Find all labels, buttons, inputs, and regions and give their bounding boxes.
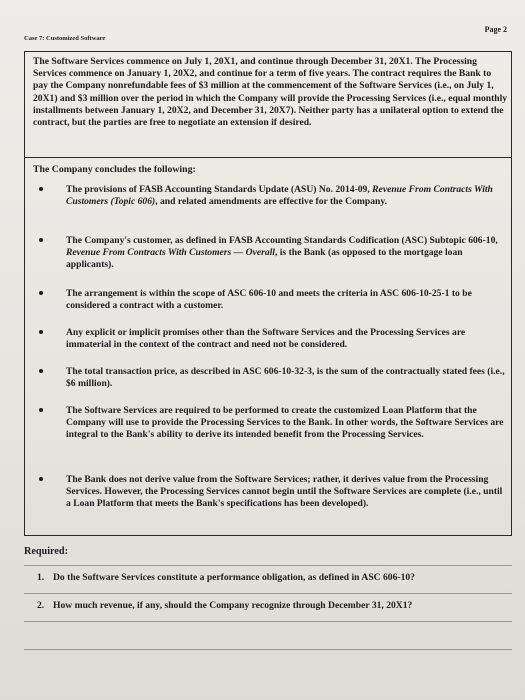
item-italic: Revenue From Contracts With Customers — Overall: [66, 247, 275, 259]
row-divider: [24, 593, 512, 594]
bullet-icon: [39, 238, 43, 242]
intro-paragraph: The Software Services commence on July 1, 20X1, and continue through December 31, 20X1. The Processing Services commence on January 1, 20X2, and continue for a term of five years. The contract requires the Bank to pay the Company nonrefundable fees of $3 million at the commencement of the Software Services (i.e., on July 1, 20X1) and $3 million over the period in which the Company will provide the Processing Services (i.e., equal monthly installments between January 1, 20X2, and December 31, 20X7). Neither party has a unilateral option to extend the contract, but the parties are free to negotiate an extension if desired.: [33, 56, 508, 129]
bullet-icon: [39, 291, 43, 295]
required-heading: Required:: [24, 546, 68, 557]
item-italic: Revenue From Contracts With Customers (Topic 606): [66, 184, 493, 208]
question-number: 2.: [37, 600, 45, 611]
item-text: The provisions of FASB Accounting Standards Update (ASU) No. 2014-09,: [66, 184, 373, 195]
list-item: [66, 366, 506, 390]
item-text: The Bank does not derive value from the Software Services; rather, it derives value from the Processing Services. However, the Processing Services cannot begin until the Software Services are complete (i.e., until a Loan Platform that meets the Bank's specifications has been developed).: [66, 474, 503, 510]
list-item: [66, 474, 506, 511]
bullet-icon: [39, 477, 43, 481]
question-text: Do the Software Services constitute a performance obligation, as defined in ASC 606-10?: [53, 572, 415, 583]
list-item: [66, 327, 506, 351]
list-item: [66, 288, 506, 312]
list-item: [66, 405, 506, 442]
question-text: How much revenue, if any, should the Company recognize through December 31, 20X1?: [53, 600, 413, 611]
bullet-icon: [39, 330, 43, 334]
bullet-icon: [39, 408, 43, 412]
question-number: 1.: [37, 572, 45, 583]
row-divider: [24, 621, 512, 622]
item-text: The total transaction price, as described in ASC 606-10-32-3, is the sum of the contractually stated fees (i.e., $6 million).: [66, 366, 505, 390]
list-item: [66, 184, 506, 208]
item-text: The arrangement is within the scope of ASC 606-10 and meets the criteria in ASC 606-10-25-1 to be considered a contract with a customer.: [66, 288, 472, 312]
bullet-icon: [39, 369, 43, 373]
item-text-post: , is the Bank (as opposed to the mortgage loan applicants).: [66, 247, 463, 271]
list-item: [66, 235, 506, 272]
question-item: [37, 572, 507, 583]
row-divider: [24, 565, 512, 566]
item-text: Any explicit or implicit promises other than the Software Services and the Processing Services are immaterial in the context of the contract and need not be considered.: [66, 327, 466, 351]
page-number: Page 2: [484, 25, 507, 34]
row-divider: [24, 649, 512, 650]
item-text-post: , and related amendments are effective for the Company.: [155, 196, 388, 208]
item-text: The Company's customer, as defined in FASB Accounting Standards Codification (ASC) Subtopic 606-10,: [66, 235, 498, 246]
question-item: [37, 600, 507, 611]
conclusions-title: The Company concludes the following:: [33, 164, 196, 175]
bullet-icon: [39, 187, 43, 191]
case-header: Case 7: Customized Software: [24, 35, 106, 42]
item-text: The Software Services are required to be performed to create the customized Loan Platform that the Company will use to provide the Processing Services to the Bank. In other words, the Software Services are integral to the Bank's ability to derive its intended benefit from the Processing Services.: [66, 405, 504, 441]
